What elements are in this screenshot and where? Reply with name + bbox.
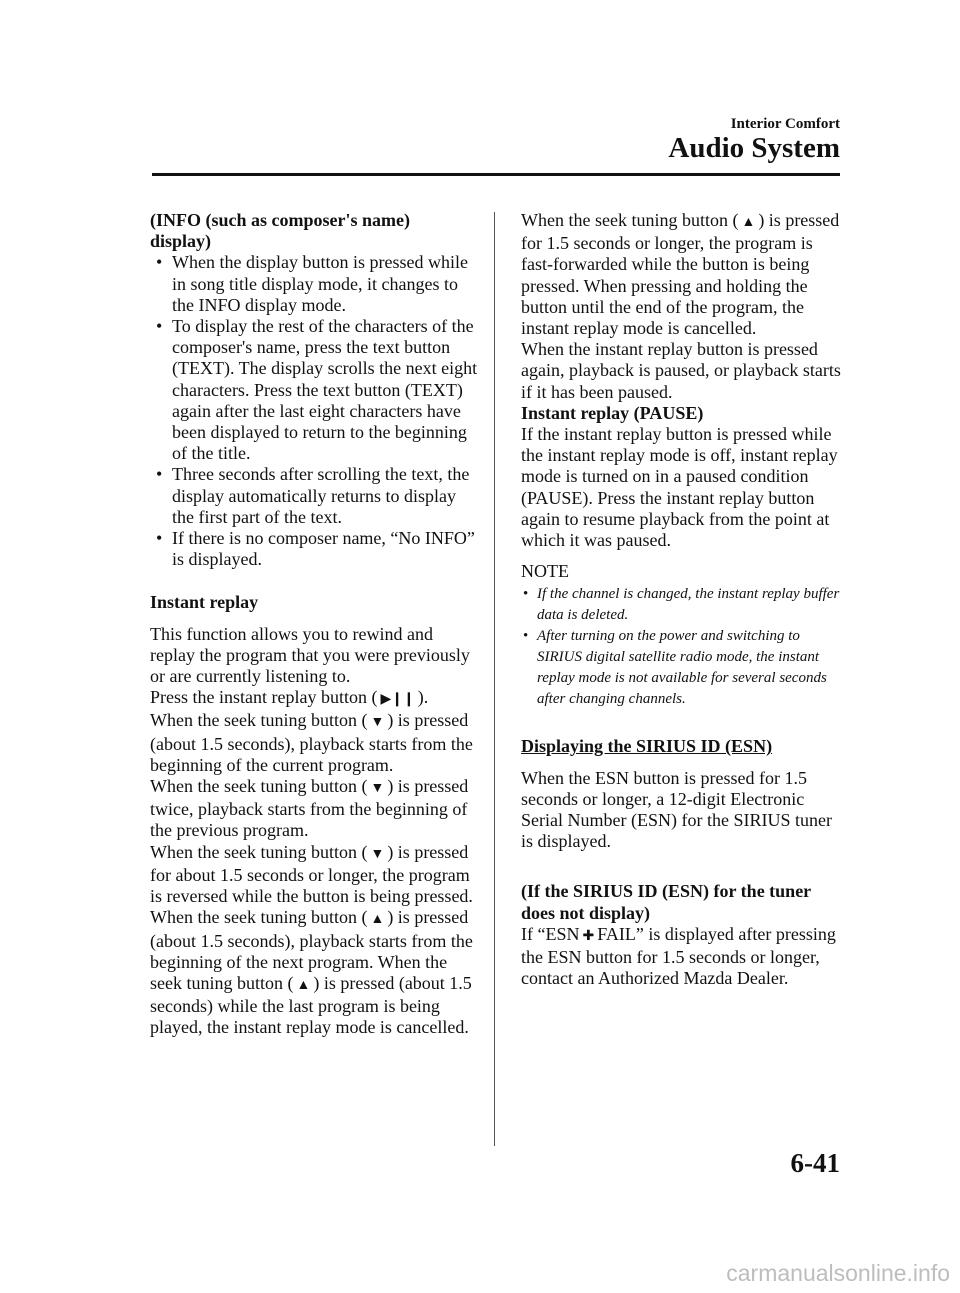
seek-down-paragraph-1: [150, 710, 480, 776]
pause-title: Instant replay (PAUSE): [521, 402, 704, 423]
info-bullet-2: • To display the rest of the characters of the composer's name, press the text button (TEXT). The display scrolls the next eight characters. Press the text button (TEXT) again after the last eight characters have been displayed to return to the beginning of the title.: [150, 316, 480, 464]
seek-text-a: When the seek tuning button (: [150, 907, 368, 928]
down-triangle-icon: ▼: [370, 846, 385, 862]
no-display-heading-line-2: does not display): [521, 902, 651, 923]
note-item-1: • If the channel is changed, the instant replay buffer data is deleted.: [521, 584, 846, 626]
fast-forward-paragraph: [521, 210, 846, 339]
plus-icon: ✚: [582, 928, 595, 944]
info-bullet-1: • When the display button is pressed while in song title display mode, it changes to the INFO display mode.: [150, 252, 480, 316]
info-heading-line-1: (INFO (such as composer's name): [150, 210, 410, 230]
seek-text-b: ) is pressed (about 1.5 seconds), playback starts from the beginning of the next program. When the seek tuning button (: [150, 907, 473, 993]
press-text-b: ).: [417, 687, 429, 708]
page-number: 6-41: [790, 1148, 840, 1178]
seek-text-a: When the seek tuning button (: [150, 841, 368, 862]
press-text-a: Press the instant replay button (: [150, 687, 378, 708]
seek-text-c: ) is pressed (about 1.5 seconds) while the last program is being played, the instant replay mode is cancelled.: [150, 972, 472, 1038]
right-column: [521, 210, 846, 989]
column-divider: [494, 212, 495, 1146]
left-column: [150, 210, 480, 1039]
info-heading-line-2: display): [150, 231, 212, 252]
esn-paragraph: When the ESN button is pressed for 1.5 seconds or longer, a 12-digit Electronic Serial Number (ESN) for the SIRIUS tuner is displayed.: [521, 767, 832, 852]
pause-paragraph: If the instant replay button is pressed while the instant replay mode is off, instant replay mode is turned on in a paused condition (PAUSE). Press the instant replay button again to resume playback from the point at which it was paused.: [521, 424, 838, 551]
info-bullet-4: • If there is no composer name, “No INFO” is displayed.: [150, 528, 480, 570]
note-item-2: • After turning on the power and switching to SIRIUS digital satellite radio mode, the instant replay mode is not available for several seconds after changing channels.: [521, 626, 846, 710]
chapter-title: Audio System: [668, 132, 840, 164]
up-triangle-icon: ▲: [741, 215, 756, 230]
watermark: carmanualsonline.info: [726, 1260, 950, 1286]
up-triangle-icon: ▲: [370, 912, 385, 928]
down-triangle-icon: ▼: [370, 781, 385, 797]
down-triangle-icon: ▼: [370, 715, 385, 731]
spacer: [521, 852, 846, 873]
info-bullet-list: [150, 252, 480, 570]
instant-replay-press: [150, 687, 480, 710]
up-triangle-icon: ▲: [296, 977, 311, 993]
pause-play-paragraph: When the instant replay button is pressed again, playback is paused, or playback starts if it has been paused.: [521, 339, 841, 402]
play-pause-icon: ▶❙❙: [380, 692, 415, 708]
note-title: NOTE: [521, 561, 569, 582]
seek-text-b: ) is pressed for about 1.5 seconds or longer, the program is reversed while the button is being pressed.: [150, 841, 473, 907]
esn-heading: Displaying the SIRIUS ID (ESN): [521, 736, 773, 757]
fail-text-a: If “ESN: [521, 923, 580, 944]
ff-text-a: When the seek tuning button (: [521, 210, 739, 230]
instant-replay-title: Instant replay: [150, 592, 259, 613]
seek-text-b: ) is pressed (about 1.5 seconds), playback starts from the beginning of the current program.: [150, 710, 473, 775]
no-display-heading-line-1: (If the SIRIUS ID (ESN) for the tuner: [521, 881, 812, 902]
seek-text-a: When the seek tuning button (: [150, 710, 368, 731]
note-list: [521, 584, 846, 710]
seek-text-a: When the seek tuning button (: [150, 776, 368, 797]
instant-replay-intro: This function allows you to rewind and replay the program that you were previously or are currently listening to.: [150, 623, 470, 687]
seek-down-paragraph-3: [150, 842, 480, 908]
section-title: Interior Comfort: [730, 116, 840, 132]
header-rule: [152, 173, 840, 176]
info-bullet-3: • Three seconds after scrolling the text, the display automatically returns to display the first part of the text.: [150, 464, 480, 528]
fail-text-b: FAIL” is displayed after pressing the ESN button for 1.5 seconds or longer, contact an Authorized Mazda Dealer.: [521, 923, 836, 989]
ff-text-b: ) is pressed for 1.5 seconds or longer, the program is fast-forwarded while the button is being pressed. When pressing and holding the button until the end of the program, the instant replay mode is cancelled.: [521, 210, 840, 339]
seek-down-paragraph-2: [150, 776, 480, 842]
seek-up-paragraph: [150, 907, 480, 1038]
esn-fail-paragraph: [521, 924, 846, 990]
seek-text-b: ) is pressed twice, playback starts from the beginning of the previous program.: [150, 776, 469, 841]
